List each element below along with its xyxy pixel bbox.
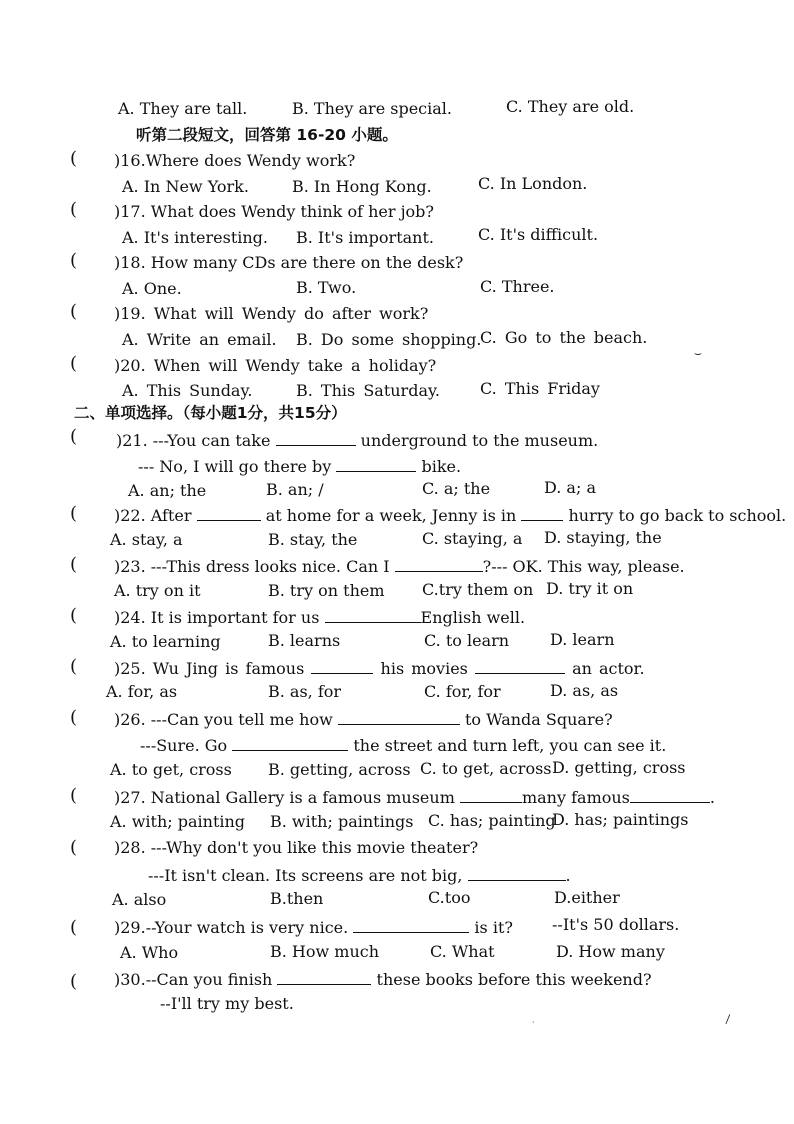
q15-option-b: B. They are special.	[292, 99, 452, 118]
answer-paren: (	[70, 837, 78, 858]
q19-option-a: A. Write an email.	[122, 330, 277, 349]
q27-option-a: A. with; painting	[110, 812, 246, 831]
q15-option-a: A. They are tall.	[118, 99, 248, 118]
q24-stem-part2: English well.	[420, 608, 526, 627]
q23-stem	[114, 555, 685, 577]
q28-reply-part1: ---It isn't clean. Its screens are not big,	[148, 866, 463, 885]
q28-option-c: C.too	[428, 888, 471, 907]
q23-option-b: B. try on them	[268, 581, 385, 600]
q21-option-c: C. a; the	[422, 479, 491, 498]
answer-paren: (	[70, 301, 78, 322]
q30-blank[interactable]	[277, 968, 371, 985]
q30-stem-part2: these books before this weekend?	[376, 970, 652, 989]
q26-stem-part2: to Wanda Square?	[465, 710, 613, 729]
q30-stem	[114, 968, 652, 990]
q21-reply-part1: --- No, I will go there by	[138, 457, 332, 476]
q23-option-d: D. try it on	[546, 579, 634, 598]
q28-option-a: A. also	[112, 890, 167, 909]
q17-option-b: B. It's important.	[296, 228, 434, 247]
q23-stem-part2: ?--- OK. This way, please.	[482, 557, 685, 576]
q29-option-b: B. How much	[270, 942, 380, 961]
q23-option-a: A. try on it	[114, 581, 201, 600]
answer-paren: (	[70, 426, 78, 447]
q29-stem	[114, 916, 513, 938]
q27-stem-part2: many famous	[521, 788, 630, 807]
stray-mark: ⌣	[694, 346, 702, 360]
q25-stem-part2: his movies	[380, 659, 468, 678]
q27-stem-part1: )27. National Gallery is a famous museum	[114, 788, 455, 807]
q26-blank-2[interactable]	[232, 734, 348, 751]
q24-option-a: A. to learning	[110, 632, 221, 651]
q23-stem-part1: )23. ---This dress looks nice. Can I	[114, 557, 390, 576]
q23-option-c: C.try them on	[422, 580, 534, 599]
q29-stem-part2: is it?	[474, 918, 513, 937]
q24-stem-part1: )24. It is important for us	[114, 608, 320, 627]
q26-option-d: D. getting, cross	[552, 758, 686, 777]
q30-reply: --I'll try my best.	[160, 994, 294, 1013]
q25-blank-1[interactable]	[311, 657, 373, 674]
q26-option-c: C. to get, across	[420, 759, 552, 778]
q27-stem-part3: .	[709, 788, 715, 807]
answer-paren: (	[70, 199, 78, 220]
q25-stem-part3: an actor.	[572, 659, 645, 678]
stray-dot: ·	[532, 1018, 535, 1027]
q21-stem	[116, 429, 598, 451]
q26-blank-1[interactable]	[338, 708, 460, 725]
q22-blank-1[interactable]	[197, 504, 261, 521]
q25-option-b: B. as, for	[268, 682, 342, 701]
q16-stem: )16.Where does Wendy work?	[114, 151, 356, 170]
q24-option-b: B. learns	[268, 631, 341, 650]
q22-option-d: D. staying, the	[544, 528, 662, 547]
answer-paren: (	[70, 656, 78, 677]
q21-stem-part1: )21. ---You can take	[116, 431, 271, 450]
q28-reply	[148, 864, 571, 886]
q25-option-c: C. for, for	[424, 682, 501, 701]
q26-stem-part1: )26. ---Can you tell me how	[114, 710, 333, 729]
q27-option-b: B. with; paintings	[270, 812, 414, 831]
q22-blank-2[interactable]	[521, 504, 563, 521]
q28-option-d: D.either	[554, 888, 620, 907]
q26-stem	[114, 708, 613, 730]
q25-stem	[114, 657, 645, 679]
q24-option-c: C. to learn	[424, 631, 510, 650]
q25-blank-2[interactable]	[475, 657, 565, 674]
answer-paren: (	[70, 250, 78, 271]
q19-option-c: C. Go to the beach.	[480, 328, 648, 347]
q26-option-b: B. getting, across	[268, 760, 411, 779]
q20-option-b: B. This Saturday.	[296, 381, 440, 400]
q23-blank[interactable]	[395, 555, 483, 572]
q15-option-c: C. They are old.	[506, 97, 635, 116]
q21-reply	[138, 455, 461, 477]
q16-option-c: C. In London.	[478, 174, 588, 193]
q18-option-a: A. One.	[122, 279, 182, 298]
q30-stem-part1: )30.--Can you finish	[114, 970, 273, 989]
q21-stem-part2: underground to the museum.	[360, 431, 599, 450]
q29-blank[interactable]	[353, 916, 469, 933]
q28-reply-part2: .	[565, 866, 571, 885]
q22-stem-part2: at home for a week, Jenny is in	[265, 506, 517, 525]
answer-paren: (	[70, 707, 78, 728]
q29-stem-part1: )29.--Your watch is very nice.	[114, 918, 349, 937]
q28-option-b: B.then	[270, 889, 324, 908]
q27-option-d: D. has; paintings	[552, 810, 689, 829]
q18-stem: )18. How many CDs are there on the desk?	[114, 253, 464, 272]
q28-stem: )28. ---Why don't you like this movie theater?	[114, 838, 479, 857]
q21-blank-1[interactable]	[276, 429, 356, 446]
q17-stem: )17. What does Wendy think of her job?	[114, 202, 434, 221]
q19-option-b: B. Do some shopping.	[296, 330, 482, 349]
answer-paren: (	[70, 971, 78, 992]
q27-option-c: C. has; painting	[428, 811, 556, 830]
answer-paren: (	[70, 917, 78, 938]
q22-option-c: C. staying, a	[422, 529, 523, 548]
q17-option-c: C. It's difficult.	[478, 225, 599, 244]
q27-blank-1[interactable]	[460, 786, 522, 803]
q24-option-d: D. learn	[550, 630, 615, 649]
q26-reply	[140, 734, 666, 756]
q19-stem: )19. What will Wendy do after work?	[114, 304, 429, 323]
q25-option-d: D. as, as	[550, 681, 619, 700]
q24-stem	[114, 606, 525, 628]
q29-option-a: A. Who	[120, 943, 179, 962]
q26-reply-part2: the street and turn left, you can see it.	[353, 736, 667, 755]
q22-stem-part3: hurry to go back to school.	[568, 506, 787, 525]
answer-paren: (	[70, 148, 78, 169]
q28-blank[interactable]	[468, 864, 566, 881]
q16-option-b: B. In Hong Kong.	[292, 177, 432, 196]
q18-option-c: C. Three.	[480, 277, 555, 296]
q25-option-a: A. for, as	[106, 682, 178, 701]
q22-stem	[114, 504, 786, 526]
q21-blank-2[interactable]	[336, 455, 416, 472]
q27-blank-2[interactable]	[630, 786, 710, 803]
q29-option-d: D. How many	[556, 942, 665, 961]
q22-stem-part1: )22. After	[114, 506, 192, 525]
q27-stem	[114, 786, 715, 808]
answer-paren: (	[70, 353, 78, 374]
answer-paren: (	[70, 503, 78, 524]
q20-stem: )20. When will Wendy take a holiday?	[114, 356, 437, 375]
q26-option-a: A. to get, cross	[110, 760, 232, 779]
q20-option-a: A. This Sunday.	[122, 381, 253, 400]
q22-option-a: A. stay, a	[110, 530, 183, 549]
section2-title: 二、单项选择。（每小题1分，共15分）	[74, 404, 347, 422]
q26-reply-part1: ---Sure. Go	[140, 736, 228, 755]
stray-mark: \	[721, 1012, 735, 1026]
q21-option-b: B. an; /	[266, 480, 324, 499]
q16-option-a: A. In New York.	[122, 177, 249, 196]
answer-paren: (	[70, 785, 78, 806]
answer-paren: (	[70, 554, 78, 575]
q17-option-a: A. It's interesting.	[122, 228, 268, 247]
answer-paren: (	[70, 605, 78, 626]
q25-stem-part1: )25. Wu Jing is famous	[114, 659, 305, 678]
passage2-instruction: 听第二段短文，回答第 16-20 小题。	[136, 126, 398, 144]
q22-option-b: B. stay, the	[268, 530, 358, 549]
q24-blank[interactable]	[325, 606, 421, 623]
q29-reply: --It's 50 dollars.	[552, 915, 680, 934]
q18-option-b: B. Two.	[296, 278, 357, 297]
q21-option-d: D. a; a	[544, 478, 596, 497]
q20-option-c: C. This Friday	[480, 379, 600, 398]
q29-option-c: C. What	[430, 942, 495, 961]
q21-option-a: A. an; the	[128, 481, 207, 500]
q21-reply-part2: bike.	[421, 457, 462, 476]
